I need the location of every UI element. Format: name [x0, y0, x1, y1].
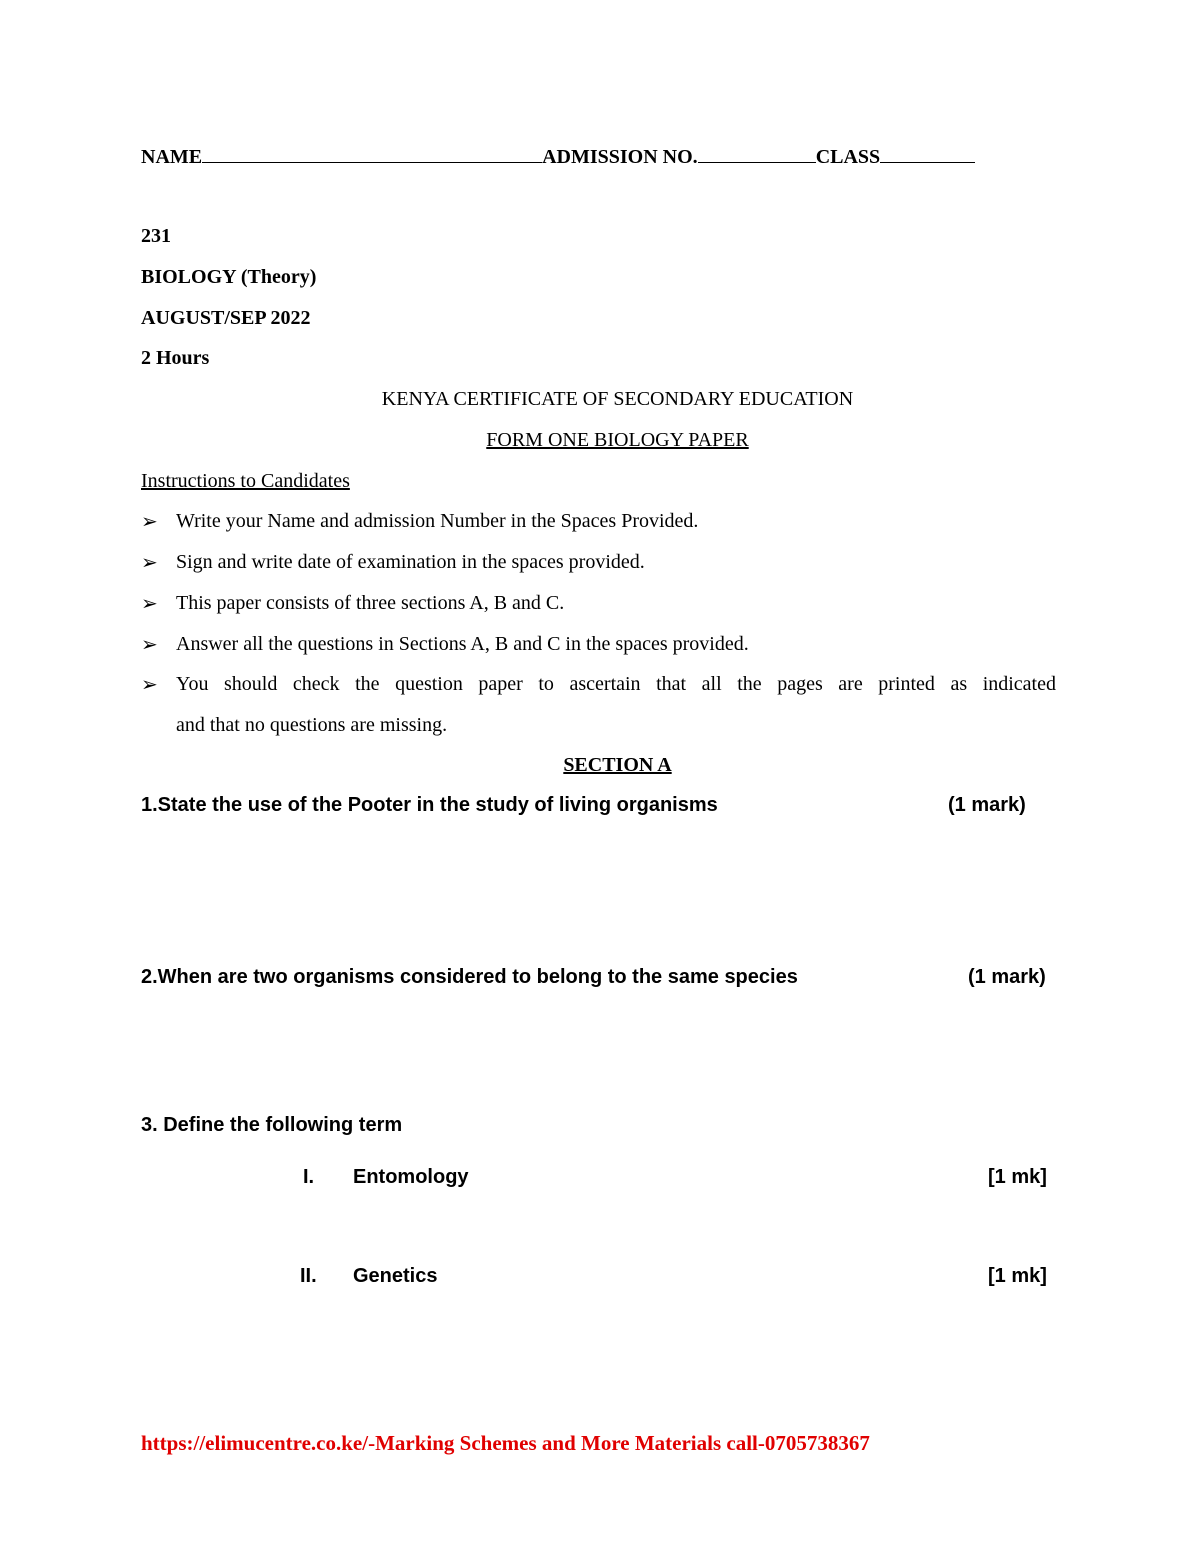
- instruction-item-continued: and that no questions are missing.: [176, 714, 448, 736]
- exam-title: KENYA CERTIFICATE OF SECONDARY EDUCATION: [381, 388, 854, 410]
- paper-duration: 2 Hours: [141, 347, 210, 369]
- question-2-marks: (1 mark): [968, 966, 1046, 988]
- admission-label: ADMISSION NO.: [542, 146, 698, 168]
- arrow-bullet-icon: ➢: [141, 634, 158, 656]
- paper-date: AUGUST/SEP 2022: [141, 307, 311, 329]
- name-label: NAME: [141, 146, 203, 168]
- instructions-heading: Instructions to Candidates: [141, 470, 350, 492]
- name-blank[interactable]: [202, 144, 542, 163]
- instruction-item: Write your Name and admission Number in the Spaces Provided.: [176, 510, 699, 532]
- question-3-part-term: Entomology: [353, 1166, 469, 1188]
- arrow-bullet-icon: ➢: [141, 511, 158, 533]
- question-1-text: 1.State the use of the Pooter in the study of living organisms: [141, 794, 718, 816]
- question-3-part-term: Genetics: [353, 1265, 438, 1287]
- paper-subject: BIOLOGY (Theory): [141, 266, 317, 288]
- paper-title: FORM ONE BIOLOGY PAPER: [486, 429, 749, 451]
- question-2-text: 2.When are two organisms considered to belong to the same species: [141, 966, 798, 988]
- question-1-marks: (1 mark): [948, 794, 1026, 816]
- arrow-bullet-icon: ➢: [141, 552, 158, 574]
- instruction-item: This paper consists of three sections A, B and C.: [176, 592, 565, 614]
- instruction-item: Sign and write date of examination in the spaces provided.: [176, 551, 645, 573]
- arrow-bullet-icon: ➢: [141, 593, 158, 615]
- question-3-text: 3. Define the following term: [141, 1114, 403, 1136]
- question-3-part-numeral: I.: [303, 1166, 315, 1188]
- class-label: CLASS: [815, 146, 881, 168]
- arrow-bullet-icon: ➢: [141, 674, 158, 696]
- paper-code: 231: [141, 225, 171, 247]
- student-details-line: [141, 144, 975, 169]
- question-3-part-marks: [1 mk]: [988, 1166, 1047, 1188]
- class-blank[interactable]: [880, 144, 975, 163]
- question-3-part-numeral: II.: [300, 1265, 317, 1287]
- admission-blank[interactable]: [698, 144, 816, 163]
- question-3-part-marks: [1 mk]: [988, 1265, 1047, 1287]
- section-a-title: SECTION A: [563, 754, 672, 776]
- instruction-item: You should check the question paper to ascertain that all the pages are printed as indicated: [176, 673, 1056, 695]
- footer-website-link[interactable]: https://elimucentre.co.ke/-Marking Schemes and More Materials call-0705738367: [141, 1431, 870, 1455]
- instruction-item: Answer all the questions in Sections A, B and C in the spaces provided.: [176, 633, 749, 655]
